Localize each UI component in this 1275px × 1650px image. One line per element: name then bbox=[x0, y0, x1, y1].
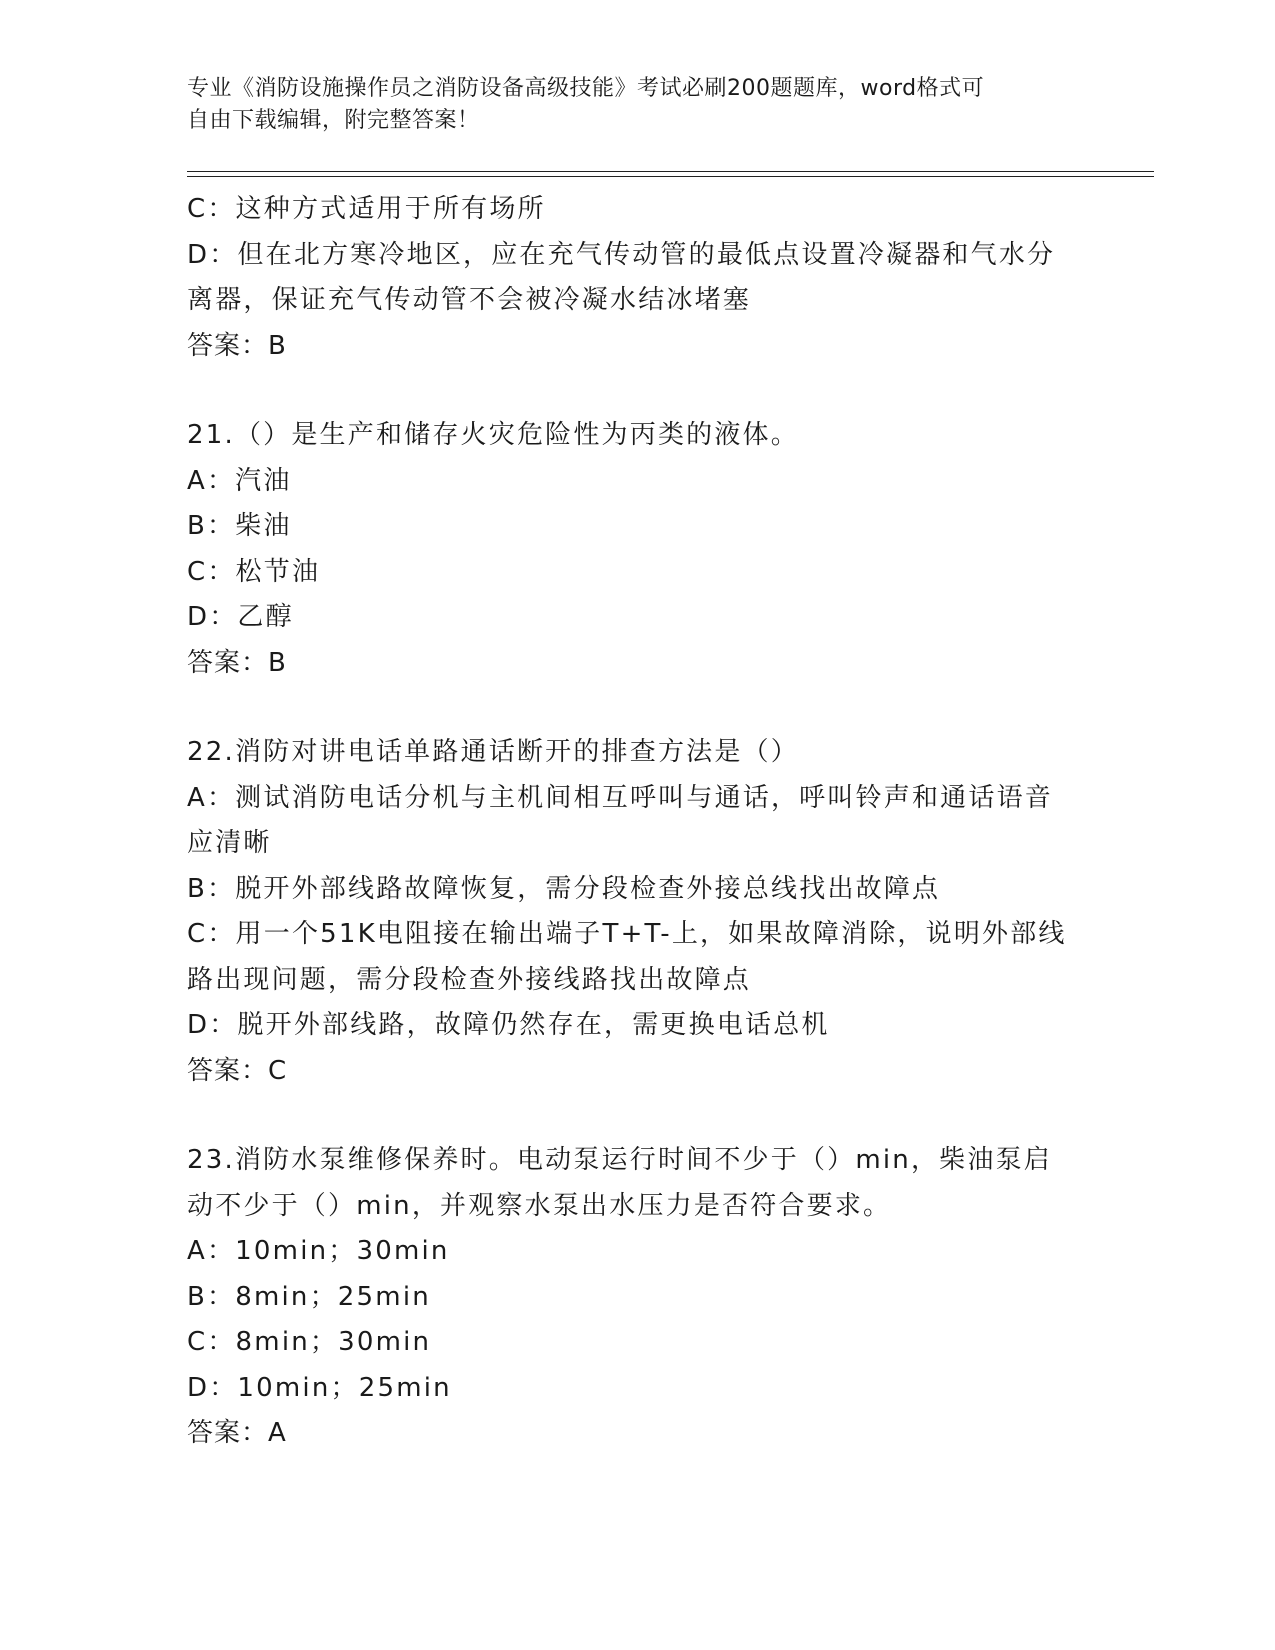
header-divider-top bbox=[187, 171, 1154, 172]
document-header bbox=[187, 73, 1067, 137]
answer-line: 答案：A bbox=[187, 1418, 287, 1448]
header-line: 自由下载编辑，附完整答案！ bbox=[187, 108, 480, 133]
question-block-22 bbox=[187, 730, 1087, 1094]
question-block-23 bbox=[187, 1138, 1087, 1457]
header-line: 专业《消防设施操作员之消防设备高级技能》考试必刷200题题库，word格式可 bbox=[187, 76, 985, 101]
option-line: B：柴油 bbox=[187, 511, 292, 541]
option-line: A：10min；30min bbox=[187, 1236, 450, 1266]
option-line: A：测试消防电话分机与主机间相互呼叫与通话，呼叫铃声和通话语音 bbox=[187, 782, 1053, 813]
question-stem: 22.消防对讲电话单路通话断开的排查方法是（） bbox=[187, 737, 799, 767]
option-line: D：脱开外部线路，故障仍然存在，需更换电话总机 bbox=[187, 1010, 830, 1040]
option-line: 离器，保证充气传动管不会被冷凝水结冰堵塞 bbox=[187, 285, 752, 315]
option-line: C：8min；30min bbox=[187, 1327, 432, 1357]
option-line: 路出现问题，需分段检查外接线路找出故障点 bbox=[187, 964, 752, 995]
answer-line: 答案：B bbox=[187, 647, 287, 678]
option-line: D：但在北方寒冷地区，应在充气传动管的最低点设置冷凝器和气水分 bbox=[187, 239, 1056, 270]
question-stem: 动不少于（）min，并观察水泵出水压力是否符合要求。 bbox=[187, 1190, 892, 1221]
option-line: D：10min；25min bbox=[187, 1372, 452, 1403]
question-block-21 bbox=[187, 413, 1087, 686]
option-line: B：8min；25min bbox=[187, 1281, 431, 1312]
document-body bbox=[187, 187, 1087, 1457]
answer-line: 答案：B bbox=[187, 330, 287, 361]
option-line: 应清晰 bbox=[187, 828, 272, 858]
option-line: C：用一个51K电阻接在输出端子T+T-上，如果故障消除，说明外部线 bbox=[187, 919, 1067, 949]
option-line: C：松节油 bbox=[187, 556, 321, 587]
question-block-continued bbox=[187, 187, 1087, 369]
option-line: C：这种方式适用于所有场所 bbox=[187, 194, 546, 224]
option-line: D：乙醇 bbox=[187, 602, 294, 632]
header-divider-bottom bbox=[187, 176, 1154, 177]
question-stem: 23.消防水泵维修保养时。电动泵运行时间不少于（）min，柴油泵启 bbox=[187, 1145, 1052, 1175]
option-line: B：脱开外部线路故障恢复，需分段检查外接总线找出故障点 bbox=[187, 873, 941, 904]
option-line: A：汽油 bbox=[187, 465, 292, 496]
question-stem: 21.（）是生产和储存火灾危险性为丙类的液体。 bbox=[187, 420, 799, 450]
answer-line: 答案：C bbox=[187, 1055, 288, 1086]
